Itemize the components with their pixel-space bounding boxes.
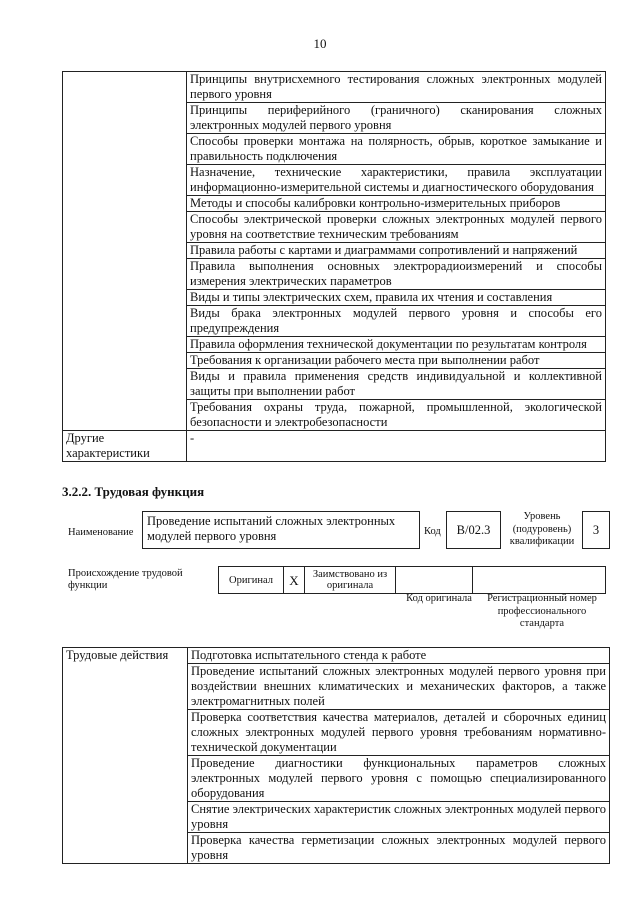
- knowledge-item: Способы электрической проверки сложных электронных модулей первого уровня на соответствие техническим требованиям: [187, 212, 606, 243]
- original-cell: Оригинал: [219, 567, 284, 594]
- knowledge-item: Способы проверки монтажа на полярность, обрыв, короткое замыкание и правильность подключения: [187, 134, 606, 165]
- original-code-cell: [396, 567, 473, 594]
- knowledge-item: Требования к организации рабочего места при выполнении работ: [187, 353, 606, 369]
- action-item: Снятие электрических характеристик сложных электронных модулей первого уровня: [188, 802, 610, 833]
- knowledge-table: [62, 71, 606, 462]
- action-item: Подготовка испытательного стенда к работе: [188, 648, 610, 664]
- borrowed-cell: Заимствовано из оригинала: [305, 567, 396, 594]
- table-row: [63, 72, 606, 103]
- level-label: Уровень (подуровень) квалификации: [509, 511, 575, 547]
- table-row: [219, 567, 606, 594]
- knowledge-item: Правила оформления технической документации по результатам контроля: [187, 337, 606, 353]
- action-item: Проверка соответствия качества материалов, деталей и сборочных единиц сложных электронных модулей первого уровня требованиям нормативно-технической документации: [188, 710, 610, 756]
- knowledge-item: Правила выполнения основных электрорадиоизмерений и способы измерения электрических параметров: [187, 259, 606, 290]
- section-title: 3.2.2. Трудовая функция: [62, 484, 205, 499]
- knowledge-item: Правила работы с картами и диаграммами сопротивлений и напряжений: [187, 243, 606, 259]
- page-number: 10: [313, 36, 327, 51]
- origin-table: [218, 566, 606, 594]
- knowledge-item: Методы и способы калибровки контрольно-измерительных приборов: [187, 196, 606, 212]
- knowledge-label-cell: [63, 72, 187, 431]
- knowledge-item: Требования охраны труда, пожарной, промышленной, экологической безопасности и электробезопасности: [187, 400, 606, 431]
- reg-caption: Регистрационный номер профессионального стандарта: [487, 593, 597, 629]
- original-mark: X: [284, 567, 305, 594]
- code-label: Код: [424, 526, 441, 537]
- knowledge-item: Принципы периферийного (граничного) сканирования сложных электронных модулей первого уровня: [187, 103, 606, 134]
- table-row: [63, 431, 606, 462]
- reg-number-cell: [473, 567, 606, 594]
- knowledge-item: Виды и типы электрических схем, правила их чтения и составления: [187, 290, 606, 306]
- other-label: Другие характеристики: [63, 431, 187, 462]
- other-value: -: [187, 431, 606, 462]
- knowledge-item: Виды брака электронных модулей первого уровня и способы его предупреждения: [187, 306, 606, 337]
- function-code: В/02.3: [446, 511, 501, 549]
- actions-table: [62, 647, 610, 864]
- knowledge-item: Принципы внутрисхемного тестирования сложных электронных модулей первого уровня: [187, 72, 606, 103]
- knowledge-item: Назначение, технические характеристики, правила эксплуатации информационно-измерительной системы и диагностического оборудования: [187, 165, 606, 196]
- action-item: Проверка качества герметизации сложных электронных модулей первого уровня: [188, 833, 610, 864]
- origin-label: Происхождение трудовой функции: [68, 568, 183, 591]
- actions-label: Трудовые действия: [63, 648, 188, 864]
- code-caption: Код оригинала: [406, 593, 472, 604]
- action-item: Проведение диагностики функциональных параметров сложных электронных модулей первого уровня с помощью специализированного оборудования: [188, 756, 610, 802]
- qualification-level: 3: [582, 511, 610, 549]
- action-item: Проведение испытаний сложных электронных модулей первого уровня при воздействии внешних климатических и механических факторов, а также электромагнитных полей: [188, 664, 610, 710]
- table-row: [63, 648, 610, 664]
- function-name: Проведение испытаний сложных электронных модулей первого уровня: [142, 511, 420, 549]
- knowledge-item: Виды и правила применения средств индивидуальной и коллективной защиты при выполнении работ: [187, 369, 606, 400]
- name-label: Наименование: [68, 527, 134, 538]
